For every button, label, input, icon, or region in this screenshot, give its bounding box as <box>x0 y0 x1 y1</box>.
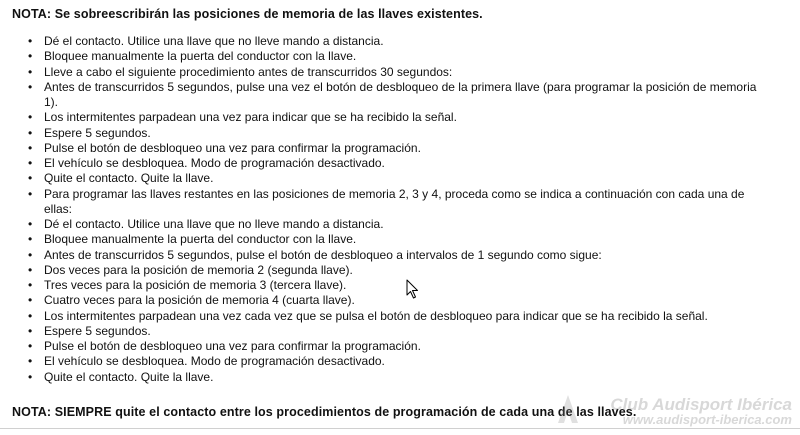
list-item <box>28 171 773 186</box>
list-item-text: Espere 5 segundos. <box>44 323 151 338</box>
watermark-logo-icon <box>554 393 582 425</box>
bottom-divider <box>0 428 800 429</box>
list-item-text: Quite el contacto. Quite la llave. <box>44 369 214 384</box>
bullet-icon: • <box>28 110 33 125</box>
list-item-text: Los intermitentes parpadean una vez cada vez que se pulsa el botón de desbloqueo para indicar que se ha recibido la señal. <box>44 308 708 323</box>
bullet-icon: • <box>28 308 33 323</box>
list-item-text: Pulse el botón de desbloqueo una vez para confirmar la programación. <box>44 339 421 353</box>
list-item <box>28 324 773 339</box>
list-item <box>28 65 773 80</box>
steps-list <box>28 34 773 385</box>
bullet-icon: • <box>28 247 33 262</box>
bullet-icon: • <box>28 186 33 201</box>
bullet-icon: • <box>28 34 33 48</box>
list-item <box>28 187 773 218</box>
bullet-icon: • <box>28 232 33 247</box>
list-item-text: Espere 5 segundos. <box>44 125 151 140</box>
list-item <box>28 370 773 385</box>
bullet-icon: • <box>28 49 33 64</box>
list-item-text: Dé el contacto. Utilice una llave que no lleve mando a distancia. <box>44 217 384 231</box>
list-item-text: Bloquee manualmente la puerta del conductor con la llave. <box>44 232 357 247</box>
watermark <box>610 396 792 427</box>
list-item <box>28 293 773 308</box>
list-item <box>28 49 773 64</box>
list-item <box>28 339 773 354</box>
bullet-icon: • <box>28 323 33 338</box>
bullet-icon: • <box>28 171 33 186</box>
list-item-text: El vehículo se desbloquea. Modo de programación desactivado. <box>44 354 385 369</box>
watermark-title: Club Audisport Ibérica <box>610 395 792 414</box>
list-item-text: Los intermitentes parpadean una vez para indicar que se ha recibido la señal. <box>44 110 457 125</box>
watermark-url: www.audisport-iberica.com <box>622 412 792 427</box>
bullet-icon: • <box>28 125 33 140</box>
list-item <box>28 354 773 369</box>
bullet-icon: • <box>28 339 33 353</box>
bullet-icon: • <box>28 64 33 79</box>
list-item <box>28 263 773 278</box>
list-item-text: Bloquee manualmente la puerta del conductor con la llave. <box>44 49 357 64</box>
bullet-icon: • <box>28 79 33 94</box>
arrow-pointer-icon <box>406 279 420 299</box>
bullet-icon: • <box>28 278 33 292</box>
list-item <box>28 126 773 141</box>
list-item <box>28 34 773 49</box>
bullet-icon: • <box>28 293 33 308</box>
list-item <box>28 80 773 111</box>
note-bottom: NOTA: SIEMPRE quite el contacto entre los procedimientos de programación de cada una de las llaves. <box>12 405 637 419</box>
list-item <box>28 110 773 125</box>
bullet-icon: • <box>28 369 33 384</box>
bullet-icon: • <box>28 354 33 369</box>
note-top: NOTA: Se sobreescribirán las posiciones de memoria de las llaves existentes. <box>12 7 483 21</box>
list-item <box>28 232 773 247</box>
list-item <box>28 248 773 263</box>
list-item-text: Pulse el botón de desbloqueo una vez para confirmar la programación. <box>44 140 421 155</box>
bullet-icon: • <box>28 140 33 155</box>
list-item-text: Tres veces para la posición de memoria 3 (tercera llave). <box>44 278 347 292</box>
list-item <box>28 156 773 171</box>
list-item <box>28 278 773 293</box>
list-item-text: El vehículo se desbloquea. Modo de programación desactivado. <box>44 156 385 170</box>
list-item-text: Para programar las llaves restantes en las posiciones de memoria 2, 3 y 4, proceda como se indica a continuación con cada una de ellas: <box>44 186 745 216</box>
list-item-text: Dos veces para la posición de memoria 2 (segunda llave). <box>44 262 353 277</box>
list-item-text: Antes de transcurridos 5 segundos, pulse el botón de desbloqueo a intervalos de 1 segundo como sigue: <box>44 247 602 262</box>
list-item <box>28 309 773 324</box>
list-item-text: Cuatro veces para la posición de memoria 4 (cuarta llave). <box>44 293 355 308</box>
bullet-icon: • <box>28 262 33 277</box>
list-item-text: Antes de transcurridos 5 segundos, pulse una vez el botón de desbloqueo de la primera llave (para programar la posición de memoria 1). <box>44 79 757 109</box>
list-item <box>28 141 773 156</box>
list-item-text: Lleve a cabo el siguiente procedimiento antes de transcurridos 30 segundos: <box>44 64 453 79</box>
list-item-text: Quite el contacto. Quite la llave. <box>44 171 214 186</box>
list-item <box>28 217 773 232</box>
bullet-icon: • <box>28 217 33 231</box>
list-item-text: Dé el contacto. Utilice una llave que no lleve mando a distancia. <box>44 34 384 48</box>
bullet-icon: • <box>28 156 33 170</box>
